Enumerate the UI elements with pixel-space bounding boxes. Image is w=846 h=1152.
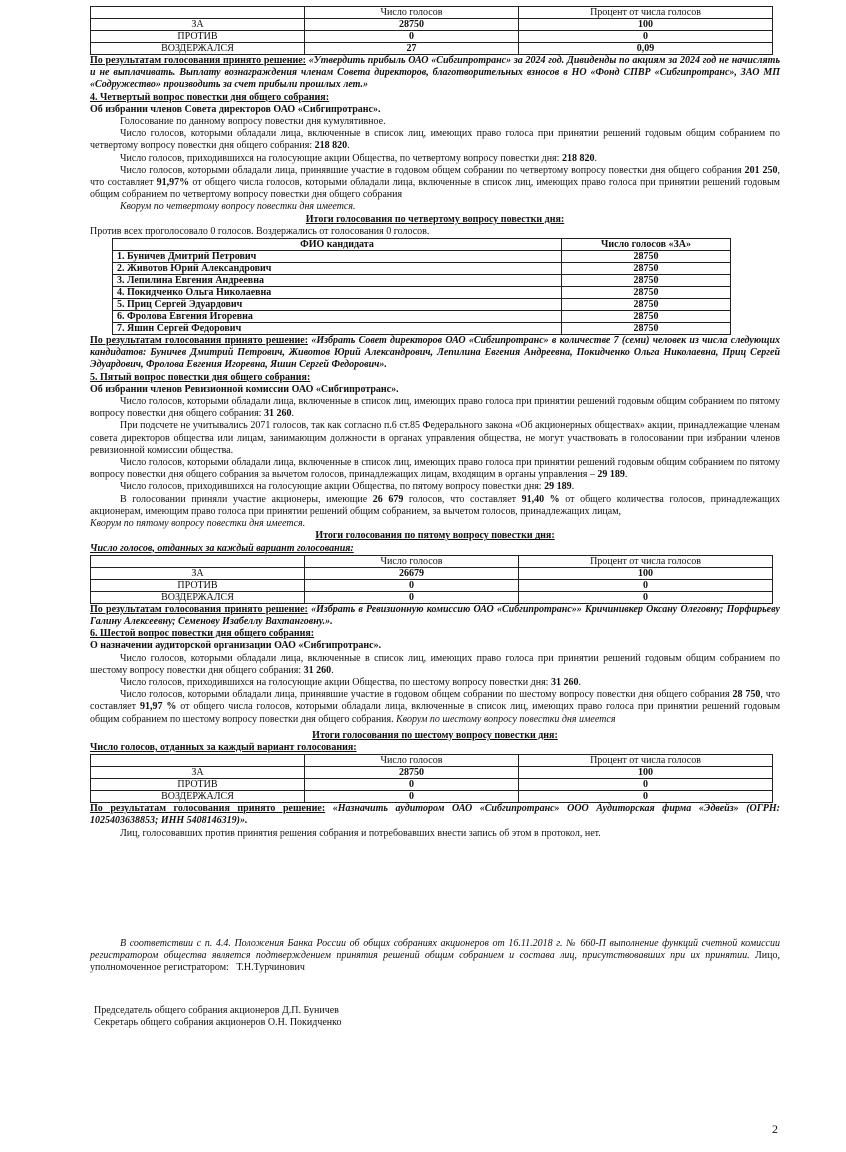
table-cell: ЗА (91, 567, 305, 579)
q4-cumulative: Голосование по данному вопросу повестки дня кумулятивное. (120, 116, 386, 128)
table-cell: ВОЗДЕРЖАЛСЯ (91, 591, 305, 603)
q6-quorum: Кворум по шестому вопросу повестки дня имеется (396, 713, 616, 725)
table-row (91, 579, 773, 591)
table-cell: 100 (519, 767, 773, 779)
q4-heading: 4. Четвертый вопрос повестки дня общего собрания: (90, 91, 330, 103)
table-cell: 0 (519, 579, 773, 591)
number: 201 250 (744, 164, 778, 176)
table-header-row (91, 755, 773, 767)
text: Число голосов, приходившихся на голосующие акции Общества, по четвертому вопросу повестки дня: (120, 152, 560, 164)
number: 218 820 (314, 140, 348, 152)
q6-votes-label: Число голосов, отданных за каждый вариант голосования: (90, 741, 357, 753)
text: Число голосов, которыми обладали лица, принявшие участие в годовом общем собрании по четвертому вопросу повестки дня общего собрания (120, 164, 742, 176)
chairman-signature: Председатель общего собрания акционеров Д.П. Буничев (94, 1005, 339, 1016)
q6-results-title: Итоги голосования по шестому вопросу повестки дня: (312, 729, 558, 741)
decision-label: По результатам голосования принято решение: (90, 335, 309, 347)
table-row (91, 767, 773, 779)
registrar-label: Лицо, уполномоченное регистратором: (90, 950, 781, 974)
table-row (113, 275, 731, 287)
decision-label: По результатам голосования принято решение: (90, 603, 308, 615)
candidate-name: 5. Приц Сергей Эдуардович (113, 299, 562, 311)
table-cell: ПРОТИВ (91, 579, 305, 591)
number: 31 260 (303, 664, 332, 676)
vote-table-q6 (90, 754, 773, 803)
decision-text: «Избрать в Ревизионную комиссию ОАО «Сибгипротранс»» Кричинивкер Оксану Олеговну; Порфирьеву Галину Алексеевну; Семенову Изабеллу Вахтанговну.». (90, 603, 780, 627)
text: Число голосов, которыми обладали лица, включенные в список лиц, имеющих право голоса при принятии решений годовым общим собранием по пятому вопросу повестки дня общего собрания: (90, 396, 780, 420)
table-cell: 26679 (305, 567, 519, 579)
q4-paragraph-2: Число голосов, приходившихся на голосующие акции Общества, по четвертому вопросу повестки дня: 218 820. (120, 152, 597, 164)
candidate-votes: 28750 (562, 311, 731, 323)
decision-text: «Избрать Совет директоров ОАО «Сибгипротранс» в количестве 7 (семи) человек из числа следующих кандидатов: Буничев Дмитрий Петрович, Животов Юрий Александрович, Лепилина Евгения Андреевна, Покидченко Ольга Николаевна, Приц Сергей Эдуардович, Фролова Евгения Игоревна, Яшин Сергей Федорович». (90, 335, 781, 371)
table-row (113, 251, 731, 263)
percent: 91,40 % (521, 493, 560, 505)
text: Число голосов, которыми обладали лица, включенные в список лиц, имеющих право голоса при принятии решений годовым общим собранием по шестому вопросу повестки дня общего собрания: (90, 652, 780, 676)
registrar-footnote (90, 938, 780, 975)
vote-table-q5 (90, 555, 773, 604)
table-cell: 0 (305, 579, 519, 591)
q6-closing: Лиц, голосовавших против принятия решения собрания и потребовавших внести запись об этом в протокол, нет. (120, 827, 601, 839)
candidate-name: 1. Буничев Дмитрий Петрович (113, 251, 562, 263)
q5-heading: 5. Пятый вопрос повестки дня общего собрания: (90, 371, 311, 383)
q5-paragraph-5 (90, 494, 780, 518)
table-row (113, 311, 731, 323)
q5-paragraph-1: Число голосов, которыми обладали лица, включенные в список лиц, имеющих право голоса при принятии решений годовым общим собранием по пятому вопросу повестки дня общего собрания: 31 260. (90, 396, 780, 420)
q6-paragraph-2: Число голосов, приходившихся на голосующие акции Общества, по шестому вопросу повестки дня: 31 260. (120, 676, 581, 688)
table-cell: 0 (519, 591, 773, 603)
table-row (91, 567, 773, 579)
table-header-cell (91, 755, 305, 767)
table-cell: ПРОТИВ (91, 31, 305, 43)
candidate-votes: 28750 (562, 299, 731, 311)
table-cell: 0,09 (519, 43, 773, 55)
text: от общего числа голосов, которыми обладали лица, включенные в список лиц, имеющих право голоса при принятии решений годовым общим собранием по четвертому вопросу повестки дня общего собрания (90, 177, 781, 201)
text: Число голосов, приходившихся на голосующие акции Общества, по шестому вопросу повестки дня: (120, 676, 549, 688)
q6-paragraph-1: Число голосов, которыми обладали лица, включенные в список лиц, имеющих право голоса при принятии решений годовым общим собранием по шестому вопросу повестки дня общего собрания: 31 260. (90, 652, 780, 676)
candidates-table (112, 238, 731, 335)
text: Число голосов, которыми обладали лица, включенные в список лиц, имеющих право голоса при принятии решений годовым общим собранием по пятому вопросу повестки дня общего собрания за вычетом голосов, принадлежащих лицам, входящим в органы управления – (90, 457, 780, 481)
q6-heading: 6. Шестой вопрос повестки дня общего собрания: (90, 628, 315, 640)
table-header-row (113, 239, 731, 251)
q5-decision (90, 604, 780, 628)
candidate-name: 4. Покидченко Ольга Николаевна (113, 287, 562, 299)
number: 29 189 (597, 469, 625, 481)
table-cell: 27 (305, 43, 519, 55)
table-row (91, 43, 773, 55)
table-cell: 100 (519, 19, 773, 31)
q6-subject: О назначении аудиторской организации ОАО «Сибгипротранс». (90, 640, 382, 652)
number: 29 189 (544, 481, 572, 493)
table-row (91, 31, 773, 43)
table-row (91, 591, 773, 603)
signatures (94, 1005, 342, 1030)
table-cell: 28750 (305, 767, 519, 779)
q5-paragraph-2: При подсчете не учитывались 2071 голосов, так как согласно п.6 ст.85 Федерального закона «Об акционерных обществах» акции, принадлежащие членам совета директоров общества или лицам, занимающим должности в органах управления общества, не могут участвовать в голосовании при избрании членов ревизионной комиссии общества. (90, 420, 780, 456)
table-header-cell: Число голосов «ЗА» (562, 239, 731, 251)
table-header-cell: Число голосов (305, 555, 519, 567)
table-header-cell: Число голосов (305, 7, 519, 19)
table-cell: ВОЗДЕРЖАЛСЯ (91, 791, 305, 803)
table-cell: ВОЗДЕРЖАЛСЯ (91, 43, 305, 55)
q5-results-title: Итоги голосования по пятому вопросу повестки дня: (315, 530, 555, 542)
table-row (113, 287, 731, 299)
candidate-votes: 28750 (562, 287, 731, 299)
registrar-name: Т.Н.Турчинович (236, 962, 305, 974)
number: 31 260 (550, 676, 579, 688)
q5-paragraph-3: Число голосов, которыми обладали лица, включенные в список лиц, имеющих право голоса при принятии решений годовым общим собранием по пятому вопросу повестки дня общего собрания за вычетом голосов, принадлежащих лицам, входящим в органы управления – 29 189. (90, 457, 780, 481)
table-row (91, 19, 773, 31)
text: Число голосов, которыми обладали лица, включенные в список лиц, имеющих право голоса при принятии решений годовым общим собранием по четвертому вопросу повестки дня общего собрания: (90, 128, 780, 152)
table-cell: 0 (519, 31, 773, 43)
table-cell: 0 (519, 779, 773, 791)
document-body (90, 6, 780, 840)
table-row (91, 779, 773, 791)
page-number: 2 (772, 1122, 778, 1136)
candidate-votes: 28750 (562, 263, 731, 275)
table-cell: 28750 (305, 19, 519, 31)
number: 31 260 (263, 408, 292, 420)
decision-text: «Назначить аудитором ОАО «Сибгипротранс» ООО Аудиторская фирма «Эдвейз» (ОГРН: 1025403638853; ИНН 5408146319)». (90, 803, 780, 827)
text: В соответствии с п. 4.4. Положения Банка России об общих собраниях акционеров от 16.11.2018 г. № 660-П выполнение функций счетной комиссии регистратором общества является подтверждением принятия решений общим собранием и состава лиц, присутствовавших при их принятии. (90, 938, 780, 962)
percent: 91,97% (156, 177, 190, 189)
number: 28 750 (732, 689, 761, 701)
table-header-cell: ФИО кандидата (113, 239, 562, 251)
table-header-cell (91, 555, 305, 567)
q3-decision (90, 55, 780, 92)
table-cell: 0 (305, 31, 519, 43)
text: В голосовании приняли участие акционеры, имеющие (120, 493, 368, 505)
table-row (113, 323, 731, 335)
q5-votes-label: Число голосов, отданных за каждый вариант голосования: (90, 542, 354, 554)
table-row (91, 791, 773, 803)
candidate-votes: 28750 (562, 251, 731, 263)
footnote-text (90, 938, 780, 975)
table-cell: 0 (305, 779, 519, 791)
candidate-name: 3. Лепилина Евгения Андреевна (113, 275, 562, 287)
q4-against-line: Против всех проголосовало 0 голосов. Воздержались от голосования 0 голосов. (90, 225, 430, 237)
table-header-row (91, 7, 773, 19)
table-row (113, 263, 731, 275)
table-header-cell (91, 7, 305, 19)
text: , что составляет (90, 689, 780, 713)
decision-label: По результатам голосования принято решение: (90, 55, 306, 66)
text: Число голосов, которыми обладали лица, принявшие участие в годовом общем собрании по шестому вопросу повестки дня общего собрания (120, 689, 730, 701)
table-cell: 0 (519, 791, 773, 803)
q6-paragraph-3 (90, 689, 780, 726)
q4-decision (90, 335, 780, 372)
q4-subject: Об избрании членов Совета директоров ОАО «Сибгипротранс». (90, 103, 381, 115)
table-cell: ЗА (91, 19, 305, 31)
q4-quorum: Кворум по четвертому вопросу повестки дня имеется. (120, 201, 356, 213)
secretary-signature: Секретарь общего собрания акционеров О.Н. Покидченко (94, 1017, 342, 1029)
table-header-cell: Процент от числа голосов (519, 7, 773, 19)
candidate-votes: 28750 (562, 323, 731, 335)
table-cell: ПРОТИВ (91, 779, 305, 791)
text: от общего числа голосов, которыми обладали лица, включенные в список лиц, имеющих право голоса при принятии решений годовым общим собранием по шестому вопросу повестки дня общего собрания. (90, 701, 781, 725)
table-cell: 0 (305, 591, 519, 603)
candidate-votes: 28750 (562, 275, 731, 287)
q4-paragraph-3 (90, 165, 780, 202)
table-header-cell: Процент от числа голосов (519, 555, 773, 567)
q4-results-title: Итоги голосования по четвертому вопросу повестки дня: (305, 213, 565, 225)
percent: 91,97 % (139, 701, 177, 713)
q5-paragraph-4: Число голосов, приходившихся на голосующие акции Общества, по пятому вопросу повестки дня: 29 189. (120, 481, 575, 493)
text: голосов, что составляет (408, 493, 517, 505)
table-header-row (91, 555, 773, 567)
decision-label: По результатам голосования принято решение: (90, 803, 326, 815)
candidate-name: 2. Животов Юрий Александрович (113, 263, 562, 275)
table-cell: ЗА (91, 767, 305, 779)
q5-subject: Об избрании членов Ревизионной комиссии ОАО «Сибгипротранс». (90, 383, 399, 395)
text: Число голосов, приходившихся на голосующие акции Общества, по пятому вопросу повестки дня: (120, 481, 542, 493)
table-cell: 0 (305, 791, 519, 803)
text: , что составляет (90, 164, 781, 189)
table-header-cell: Число голосов (305, 755, 519, 767)
table-row (113, 299, 731, 311)
q6-decision (90, 803, 780, 827)
number: 218 820 (561, 152, 595, 164)
candidate-name: 6. Фролова Евгения Игоревна (113, 311, 562, 323)
candidate-name: 7. Яшин Сергей Федорович (113, 323, 562, 335)
text: от общего количества голосов, принадлежащих акционерам, имеющим право голоса при принятии решений общим собранием, за вычетом голосов, принадлежащих лицам, (90, 493, 781, 517)
q5-quorum: Кворум по пятому вопросу повестки дня имеется. (90, 518, 306, 530)
q4-paragraph-1: Число голосов, которыми обладали лица, включенные в список лиц, имеющих право голоса при принятии решений годовым общим собранием по четвертому вопросу повестки дня общего собрания: 218 820. (90, 128, 780, 152)
vote-table-q3 (90, 6, 773, 55)
table-header-cell: Процент от числа голосов (519, 755, 773, 767)
number: 26 679 (372, 493, 404, 505)
decision-text: «Утвердить прибыль ОАО «Сибгипротранс» за 2024 год. Дивиденды по акциям за 2024 год не начислять и не выплачивать. Выплату вознаграждения членам Совета директоров, благотворительных взносов в НО «Фонд СПВР «Сибгипротранс», ЗАО МП «Содружество» производить за счет прибыли прошлых лет.» (90, 55, 781, 91)
table-cell: 100 (519, 567, 773, 579)
